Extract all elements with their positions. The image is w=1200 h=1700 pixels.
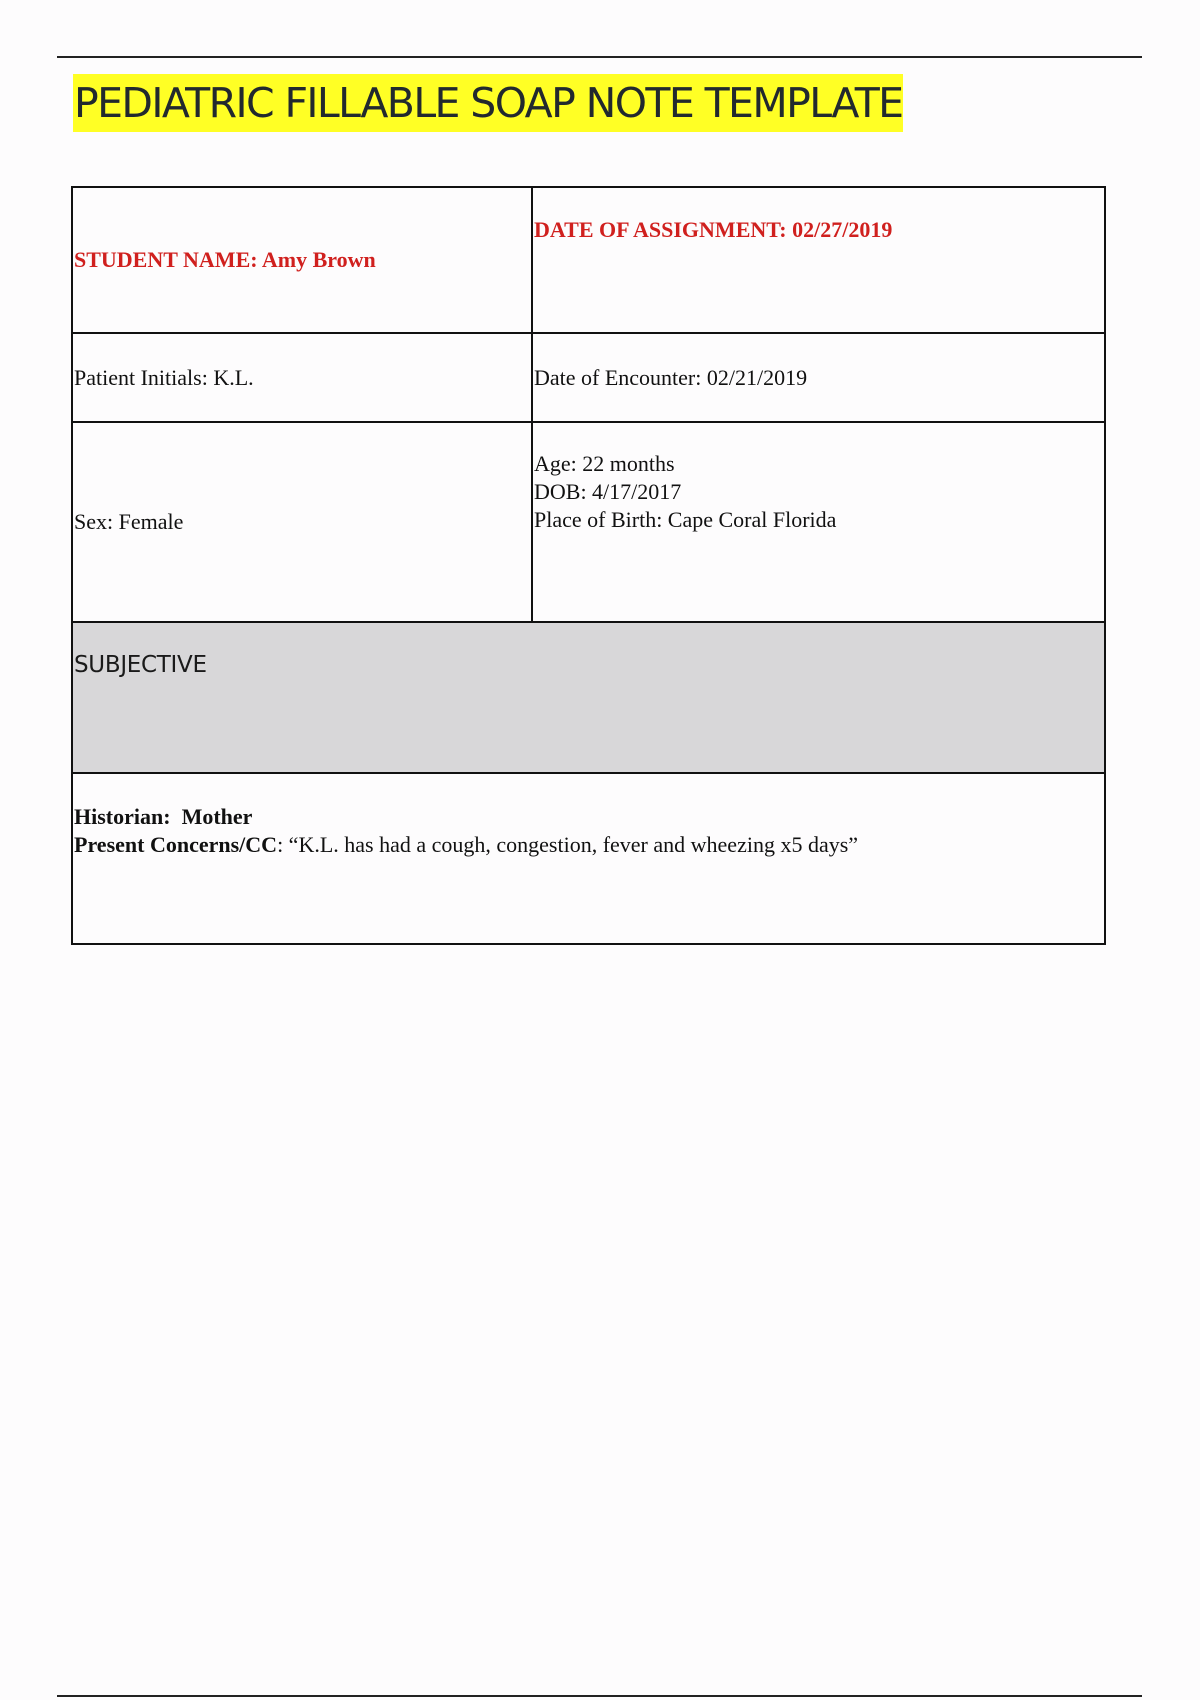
bottom-rule bbox=[57, 1695, 1142, 1697]
subjective-label: SUBJECTIVE bbox=[74, 652, 207, 678]
historian-value: Mother bbox=[181, 804, 253, 829]
patient-dob: DOB: 4/17/2017 bbox=[534, 479, 682, 504]
header-row bbox=[72, 187, 1105, 333]
age-dob-birthplace-cell[interactable] bbox=[532, 422, 1105, 622]
historian-line bbox=[74, 803, 1104, 831]
patient-initials: Patient Initials: K.L. bbox=[74, 364, 254, 390]
soap-note-form bbox=[71, 186, 1106, 945]
present-concerns-line bbox=[74, 831, 1104, 859]
patient-age: Age: 22 months bbox=[534, 451, 675, 476]
encounter-row bbox=[72, 333, 1105, 422]
student-name-cell[interactable] bbox=[72, 187, 532, 333]
patient-place-of-birth: Place of Birth: Cape Coral Florida bbox=[534, 507, 837, 532]
history-cell[interactable] bbox=[72, 773, 1105, 944]
top-rule bbox=[57, 56, 1142, 58]
date-of-encounter-cell[interactable] bbox=[532, 333, 1105, 422]
history-row bbox=[72, 773, 1105, 944]
date-of-assignment: DATE OF ASSIGNMENT: 02/27/2019 bbox=[534, 217, 893, 242]
demographics-row bbox=[72, 422, 1105, 622]
document-title: PEDIATRIC FILLABLE SOAP NOTE TEMPLATE bbox=[73, 74, 903, 132]
subjective-section-header bbox=[72, 622, 1105, 773]
subjective-header-row bbox=[72, 622, 1105, 773]
present-concerns-label: Present Concerns/CC bbox=[74, 832, 278, 857]
patient-initials-cell[interactable] bbox=[72, 333, 532, 422]
date-of-assignment-cell[interactable] bbox=[532, 187, 1105, 333]
historian-label: Historian: bbox=[74, 804, 171, 829]
student-name: STUDENT NAME: Amy Brown bbox=[74, 247, 376, 272]
present-concerns-value: : “K.L. has had a cough, congestion, fever and wheezing x5 days” bbox=[277, 832, 859, 857]
patient-sex: Sex: Female bbox=[74, 509, 184, 534]
date-of-encounter: Date of Encounter: 02/21/2019 bbox=[534, 364, 808, 390]
sex-cell[interactable] bbox=[72, 422, 532, 622]
